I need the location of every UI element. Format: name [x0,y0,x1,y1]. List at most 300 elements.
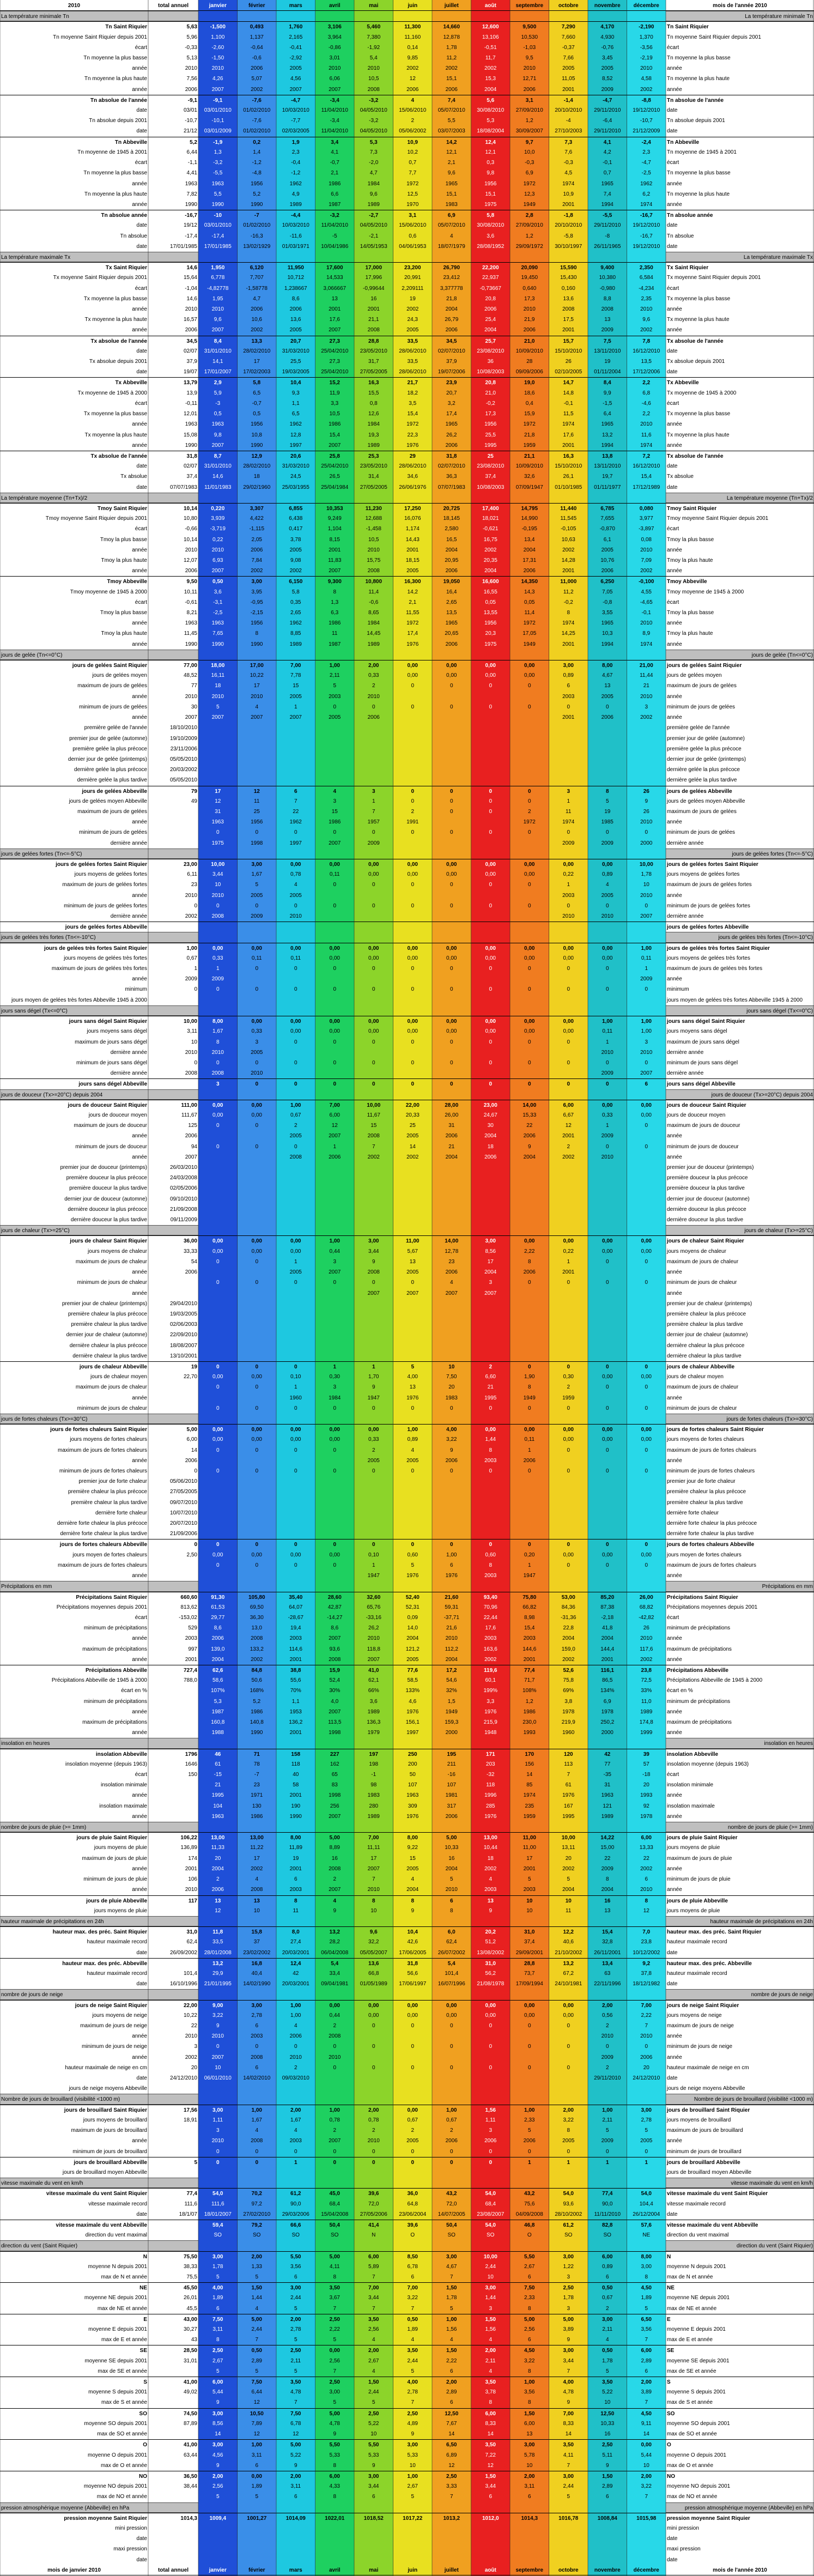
row-value-month-4: 5 [333,2337,337,2343]
row-value-month-6: 18,2 [407,390,418,396]
row-value-month-3 [276,1183,315,1193]
row-total: 20/07/2010 [148,1518,198,1529]
row-value-month-6: 1976 [406,1573,419,1579]
row-value-month-1 [198,1299,238,1309]
row-value-month-3: 1,9 [276,137,315,147]
row-value-month-4 [315,1047,355,1058]
row-value-month-9: 14,350 [510,576,549,586]
row-value-month-11: 2005 [601,547,613,553]
row-value-month-7: 1983 [445,1395,458,1401]
row-value-month-6 [393,2544,433,2554]
row-value-month-2: 2,05 [251,536,262,543]
row-value-month-8: 0 [489,1405,493,1411]
row-label: premier jour de douceur (printemps) [0,1162,148,1173]
row-value-month-11: 2010 [601,913,613,920]
row-value-month-9: 108% [522,1688,537,1694]
row-value-month-8: 20,2 [471,1926,511,1937]
row-value-month-9: 17,3 [524,295,535,302]
row-value-month-4 [315,1351,355,1361]
row-value-month-9: 1,2 [525,233,533,239]
row-value-month-12 [627,754,666,765]
row-total: 813,62 [148,1602,198,1613]
row-label-right: minimum de jours de douceur [666,1142,814,1152]
row-total: 2008 [148,1068,198,1078]
row-value-month-3 [276,1309,315,1319]
row-value-month-11: 0 [605,2148,609,2155]
row-label-right: max de O et année [666,2460,814,2471]
row-value-month-1: 6,93 [212,557,223,563]
row-label: date [0,220,148,231]
row-label: dernière année [0,1047,148,1058]
row-value-month-4: 0 [333,704,337,710]
row-value-month-2: 17/02/2003 [243,369,271,375]
row-value-month-7: 2006 [445,86,458,93]
row-value-month-9: 0,00 [510,1235,549,1246]
row-value-month-5: 2,00 [354,2105,393,2115]
row-value-month-5 [354,1215,393,1225]
row-value-month-9: 1972 [523,421,536,428]
row-value-month-5: 41,0 [354,1665,393,1675]
row-value-month-7: 1949 [445,1708,458,1715]
row-value-month-8: 3,50 [471,2439,511,2450]
row-value-month-11: 4 [605,2337,609,2343]
row-value-month-11 [588,1341,627,1351]
row-value-month-11: 0 [605,1405,609,1411]
row-value-month-10: 20/10/2010 [555,222,582,229]
row-label-right: écart [666,597,814,608]
row-value-month-10 [549,1341,588,1351]
row-value-month-5: 5,22 [368,2420,379,2427]
row-label: année [0,1864,148,1874]
row-value-month-10 [549,1047,588,1058]
row-value-month-9: -0,195 [521,526,537,532]
row-value-month-3: -0,4 [291,160,301,166]
row-value-month-10: 61 [565,1782,572,1789]
row-value-month-5: 11,67 [367,1112,380,1118]
row-value-month-1: 2,56 [212,2483,223,2490]
row-value-month-8: 22,200 [471,262,511,272]
row-value-month-5: 26,2 [368,1625,379,1632]
row-total [148,1790,198,1801]
row-value-month-8: 17,3 [485,411,496,417]
row-value-month-12: 21/12/2009 [633,128,660,135]
row-value-month-11: 19,7 [602,474,613,480]
row-value-month-10 [549,734,588,744]
row-value-month-11 [588,922,627,932]
row-value-month-12: 0,00 [641,1112,652,1118]
row-value-month-3: 2,00 [276,2471,315,2481]
row-value-month-6: 1976 [406,442,419,448]
row-value-month-12: 2010 [640,1635,653,1642]
row-value-month-1: 0 [198,1539,238,1549]
row-label-right: année [666,419,814,429]
row-total [148,2366,198,2377]
row-value-month-1: 5 [216,704,220,710]
row-value-month-1: 2007 [211,2054,224,2060]
row-value-month-12: 1015,98 [627,2513,666,2523]
row-value-month-7: 7,67 [446,2420,457,2427]
row-value-month-11: 1994 [601,201,613,208]
row-value-month-4 [315,744,355,754]
row-value-month-3 [276,1498,315,1508]
row-label-right: Tmoy moyenne Saint Riquier depuis 2001 [666,513,814,524]
row-value-month-11: 1,00 [588,1016,627,1026]
row-value-month-12: 1,78 [641,871,652,878]
row-value-month-1: 160,8 [211,1719,225,1725]
row-total [148,1078,198,1089]
row-value-month-7 [432,2523,471,2533]
row-value-month-5 [354,2167,393,2178]
row-value-month-5: 1947 [367,1395,380,1401]
row-value-month-6: 14 [409,1143,416,1150]
row-value-month-2: 1956 [251,819,263,826]
row-label-right: minimum [666,984,814,995]
row-label: année [0,1654,148,1665]
row-value-month-6: 26/06/1976 [399,484,427,490]
row-label-right: Tx moyenne la plus basse [666,409,814,419]
row-value-month-4: 26,5 [329,474,340,480]
row-total: 49 [148,796,198,807]
row-value-month-11: 2,89 [602,2483,613,2490]
row-label-right: jours moyens de brouillard [666,2115,814,2125]
row-value-month-1: 6,778 [211,275,225,281]
row-value-month-1: 6 [216,2305,220,2312]
row-value-month-11: 10,76 [600,557,615,563]
row-value-month-9: 13,4 [524,536,535,543]
row-value-month-7: 5,5 [447,118,455,124]
row-value-month-11: 0,00 [602,955,613,961]
row-value-month-3: 1989 [289,641,302,647]
row-value-month-10: 15,430 [560,275,577,281]
row-total: 150 [148,1769,198,1780]
row-value-month-2: 5 [255,2274,259,2280]
row-value-month-3: 190 [291,1803,301,1809]
row-label: première chaleur la plus précoce [0,1487,148,1497]
row-value-month-5: 197 [354,1749,393,1759]
row-total: 41,00 [148,2439,198,2450]
row-value-month-6: 28/06/2010 [399,369,427,375]
row-value-month-5 [354,922,393,932]
row-value-month-9: 2001 [523,1865,536,1872]
row-value-month-8: 13,00 [471,1832,511,1842]
row-value-month-3: 19 [293,1855,299,1862]
row-value-month-2: 2002 [251,327,263,334]
row-value-month-2 [238,1267,277,1277]
row-total: 2001 [148,1864,198,1874]
row-label: date [0,482,148,493]
row-value-month-5: 3,6 [369,1698,378,1705]
row-value-month-9: 10/09/2010 [515,463,543,470]
row-value-month-2 [238,922,277,932]
row-value-month-1: -2,60 [211,44,224,51]
row-value-month-11: 250,2 [600,1719,615,1725]
row-value-month-4: 8,15 [329,536,340,543]
row-value-month-2: 2002 [251,86,263,93]
row-label-right: jours moyens de pluie [666,1906,814,1916]
row-value-month-11: 16 [588,1895,627,1906]
row-value-month-1: 5,9 [214,390,222,396]
row-value-month-12: 2002 [640,568,653,574]
top_header-month-5: mai [354,1,393,11]
row-value-month-12: 57 [643,1761,649,1767]
row-value-month-12: 2010 [640,693,653,700]
row-value-month-8 [471,1351,511,1361]
row-value-month-10: 1,22 [563,2263,574,2270]
row-value-month-12 [627,723,666,733]
row-value-month-7: 12,878 [443,34,460,40]
row-label-right: pression moyenne Saint Riquier [666,2513,814,2523]
row-label: O [0,2439,148,2450]
row-value-month-5: 11,11 [367,1845,380,1851]
row-value-month-10: 0 [567,1280,570,1286]
row-value-month-5: 1984 [367,180,380,187]
row-value-month-4: 1986 [329,819,341,826]
row-value-month-10: 3 [567,2274,570,2280]
row-value-month-4: 68,4 [329,2201,340,2207]
row-label-right: max de E et année [666,2335,814,2345]
row-total: 37,9 [148,356,198,367]
row-value-month-2: 5,8 [238,377,277,387]
row-value-month-10 [549,2052,588,2063]
row-value-month-11: 13,2 [602,432,613,438]
row-label: année [0,179,148,189]
row-value-month-12: 92 [643,1803,649,1809]
row-value-month-3: 0 [276,1539,315,1549]
row-value-month-12: 26 [643,1625,649,1632]
row-value-month-9 [510,1351,549,1361]
row-value-month-1: -5,5 [213,170,223,177]
row-value-month-6: 5 [411,2494,415,2500]
row-value-month-5: 0 [372,1059,375,1066]
row-value-month-1: 03/01/2010 [204,222,232,229]
row-value-month-2: 01/02/2010 [243,107,271,114]
row-value-month-11: 144,4 [600,1646,615,1652]
row-value-month-1: 111,6 [211,2201,224,2207]
row-value-month-12 [627,744,666,754]
row-value-month-1: 0 [216,2148,220,2155]
row-label: année [0,712,148,723]
row-value-month-6: 3,00 [393,2439,433,2450]
row-value-month-5: 4 [372,2368,375,2374]
row-value-month-5 [354,1204,393,1215]
row-value-month-12: 0 [645,1468,648,1475]
row-value-month-6: 0 [411,986,415,993]
section-title-right-jp: nombre de jours de pluie (>= 1mm) [666,1822,814,1832]
section-title-right-ch: jours de chaleur (Tx>=25°C) [666,1225,814,1235]
row-value-month-12 [627,2523,666,2533]
row-label-right: max de NO et année [666,2492,814,2502]
row-value-month-2: 23/02/2002 [243,1949,271,1956]
row-value-month-3 [276,1068,315,1078]
row-label-right: Tn moyenne la plus basse [666,53,814,63]
row-value-month-3: 1,00 [276,2000,315,2010]
row-value-month-1: 1990 [211,201,224,208]
row-value-month-6: 11,55 [406,610,420,616]
row-value-month-3: 09/03/2010 [282,2075,309,2082]
row-value-month-6: 6,78 [407,2263,418,2270]
row-value-month-9: 9,500 [510,21,549,32]
row-value-month-4 [315,1476,355,1487]
row-value-month-6: 4 [411,1876,415,1883]
row-total: 74,50 [148,2408,198,2419]
row-value-month-11 [588,765,627,775]
row-value-month-2: 3,00 [238,576,277,586]
row-value-month-4 [315,1456,355,1466]
row-value-month-12: 5 [645,2128,648,2134]
row-label-right: NE [666,2282,814,2293]
row-label-right: Tx moyenne Saint Riquier depuis 2001 [666,272,814,283]
row-label: première douceur la plus tardive [0,1183,148,1193]
row-value-month-7: 20,725 [432,503,471,513]
row-value-month-11: 10,380 [599,275,616,281]
row-label-right: première chaleur la plus précoce [666,1309,814,1319]
row-value-month-7: 2,65 [446,599,457,605]
row-value-month-9: 17 [526,1855,533,1862]
row-value-month-5: 0,00 [368,1028,379,1035]
row-value-month-10: 28/10/2002 [555,2211,582,2217]
row-value-month-10 [549,1476,588,1487]
row-value-month-11: -5,5 [588,210,627,220]
row-value-month-1: 1995 [211,1792,224,1799]
row-value-month-11: 8,00 [588,660,627,670]
row-total: 21/12 [148,126,198,136]
row-total: 0,67 [148,953,198,963]
row-value-month-1 [198,1393,238,1403]
row-value-month-9: 32,6 [524,474,535,480]
row-value-month-4: 2007 [329,327,341,334]
row-label: Tn moyenne la plus haute [0,74,148,84]
row-value-month-4: 1,00 [315,1235,355,1246]
row-total [148,2147,198,2157]
row-value-month-6 [393,712,433,723]
row-value-month-7: 12,1 [446,149,457,155]
row-value-month-6: 250 [393,1749,433,1759]
row-value-month-7: 15,1 [446,191,457,197]
row-value-month-4: 14,533 [326,275,343,281]
row-value-month-11: 2005 [601,693,613,700]
row-value-month-10: 21/10/2002 [555,1949,582,1956]
row-value-month-7 [432,2083,471,2094]
row-value-month-1 [198,1215,238,1225]
row-value-month-1: 104 [213,1803,223,1809]
row-value-month-2: 0 [255,1143,259,1150]
row-value-month-4: 0 [315,1078,355,1089]
row-value-month-2: 3,11 [251,2452,262,2458]
row-value-month-6: 8,00 [393,1832,433,1842]
row-value-month-12: 3 [645,1039,648,1045]
row-value-month-4: 06/04/2008 [321,1949,349,1956]
row-value-month-3: 1962 [289,819,302,826]
row-value-month-2: 2002 [251,568,263,574]
row-value-month-10: 14,7 [549,377,588,387]
row-value-month-7: 2004 [445,1656,458,1663]
row-value-month-12: 0 [645,1384,648,1391]
row-total [148,807,198,817]
row-label-right: jours de brouillard Abbeville [666,2157,814,2167]
row-total: 20 [148,2063,198,2073]
row-value-month-11: 1,78 [602,2357,613,2364]
row-value-month-2 [238,775,277,785]
row-value-month-8: 30/08/2010 [477,107,505,114]
row-value-month-12: 2005 [640,2138,653,2144]
row-value-month-4: 0,11 [329,871,340,878]
row-value-month-3: 0 [294,1405,297,1411]
row-label-right: année [666,84,814,95]
row-value-month-2: 5 [255,882,259,888]
row-label-right: année [666,1633,814,1644]
row-label-right: max de N et année [666,2272,814,2282]
row-value-month-2 [238,1204,277,1215]
row-value-month-5: 65,76 [367,1604,381,1610]
row-value-month-6: 0 [411,683,415,689]
row-value-month-9: 10 [526,1907,533,1914]
row-label: minimum de jours de chaleur [0,1403,148,1414]
row-value-month-9: 170 [510,1749,549,1759]
row-value-month-9: 46,8 [510,2220,549,2230]
row-value-month-9: 1947 [523,1573,536,1579]
row-value-month-3: 8,6 [291,295,300,302]
row-value-month-4: 16 [331,1855,338,1862]
row-total: 117 [148,1895,198,1906]
row-value-month-9: 2006 [523,1269,536,1276]
row-value-month-5: 9 [372,2462,375,2469]
row-value-month-8: 0,05 [485,599,496,605]
row-label: jours de brouillard moyen Abbeville [0,2167,148,2178]
row-label: dernière chaleur la plus tardive [0,1351,148,1361]
section-title-ins: insolation en heures [0,1738,198,1748]
row-value-month-6: 5,67 [407,1248,418,1254]
row-value-month-1: 5,44 [212,2389,223,2396]
row-value-month-5: 1,70 [368,1374,379,1380]
row-value-month-7 [432,1309,471,1319]
row-label: Tx absolue [0,471,148,482]
row-value-month-11: 29/11/2010 [594,107,621,114]
row-label-right: Tn moyenne de 1945 à 2001 [666,147,814,157]
row-value-month-2: 10 [253,1907,260,1914]
row-value-month-2 [238,1215,277,1225]
row-value-month-4: 15,9 [315,1665,355,1675]
row-value-month-10: 2003 [562,892,575,899]
row-label: Tx moyenne la plus basse [0,409,148,419]
row-value-month-11: 1994 [601,641,613,647]
row-value-month-9: 1949 [523,201,536,208]
row-value-month-5: 12,688 [365,516,382,522]
row-value-month-1: 31/01/2010 [204,463,232,470]
row-label-right: année [666,1131,814,1141]
row-value-month-7 [432,1162,471,1173]
row-value-month-12: 2,3 [642,149,651,155]
row-value-month-2: 0,50 [238,2345,277,2355]
row-value-month-1: 9,6 [214,317,222,323]
row-value-month-1: 3,939 [211,516,225,522]
row-value-month-8: 54,0 [471,2220,511,2230]
row-value-month-7: 0 [449,808,453,815]
row-value-month-6: 10,2 [407,149,418,155]
row-value-month-10: 1 [567,1258,570,1265]
row-value-month-1: 61,53 [211,1604,225,1610]
row-value-month-3: 136,2 [289,1719,303,1725]
row-value-month-4: 256 [330,1803,339,1809]
row-value-month-10: 3,00 [549,2345,588,2355]
row-value-month-10: -1,4 [549,95,588,105]
row-label: moyenne S depuis 2001 [0,2387,148,2397]
row-label-right: maximum de jours de neige [666,2021,814,2031]
row-value-month-8 [471,890,511,901]
row-value-month-5: 66,8 [368,1970,379,1977]
row-value-month-6 [393,1204,433,1215]
row-value-month-9: 75,80 [510,1592,549,1602]
row-value-month-4: 1986 [329,620,341,627]
